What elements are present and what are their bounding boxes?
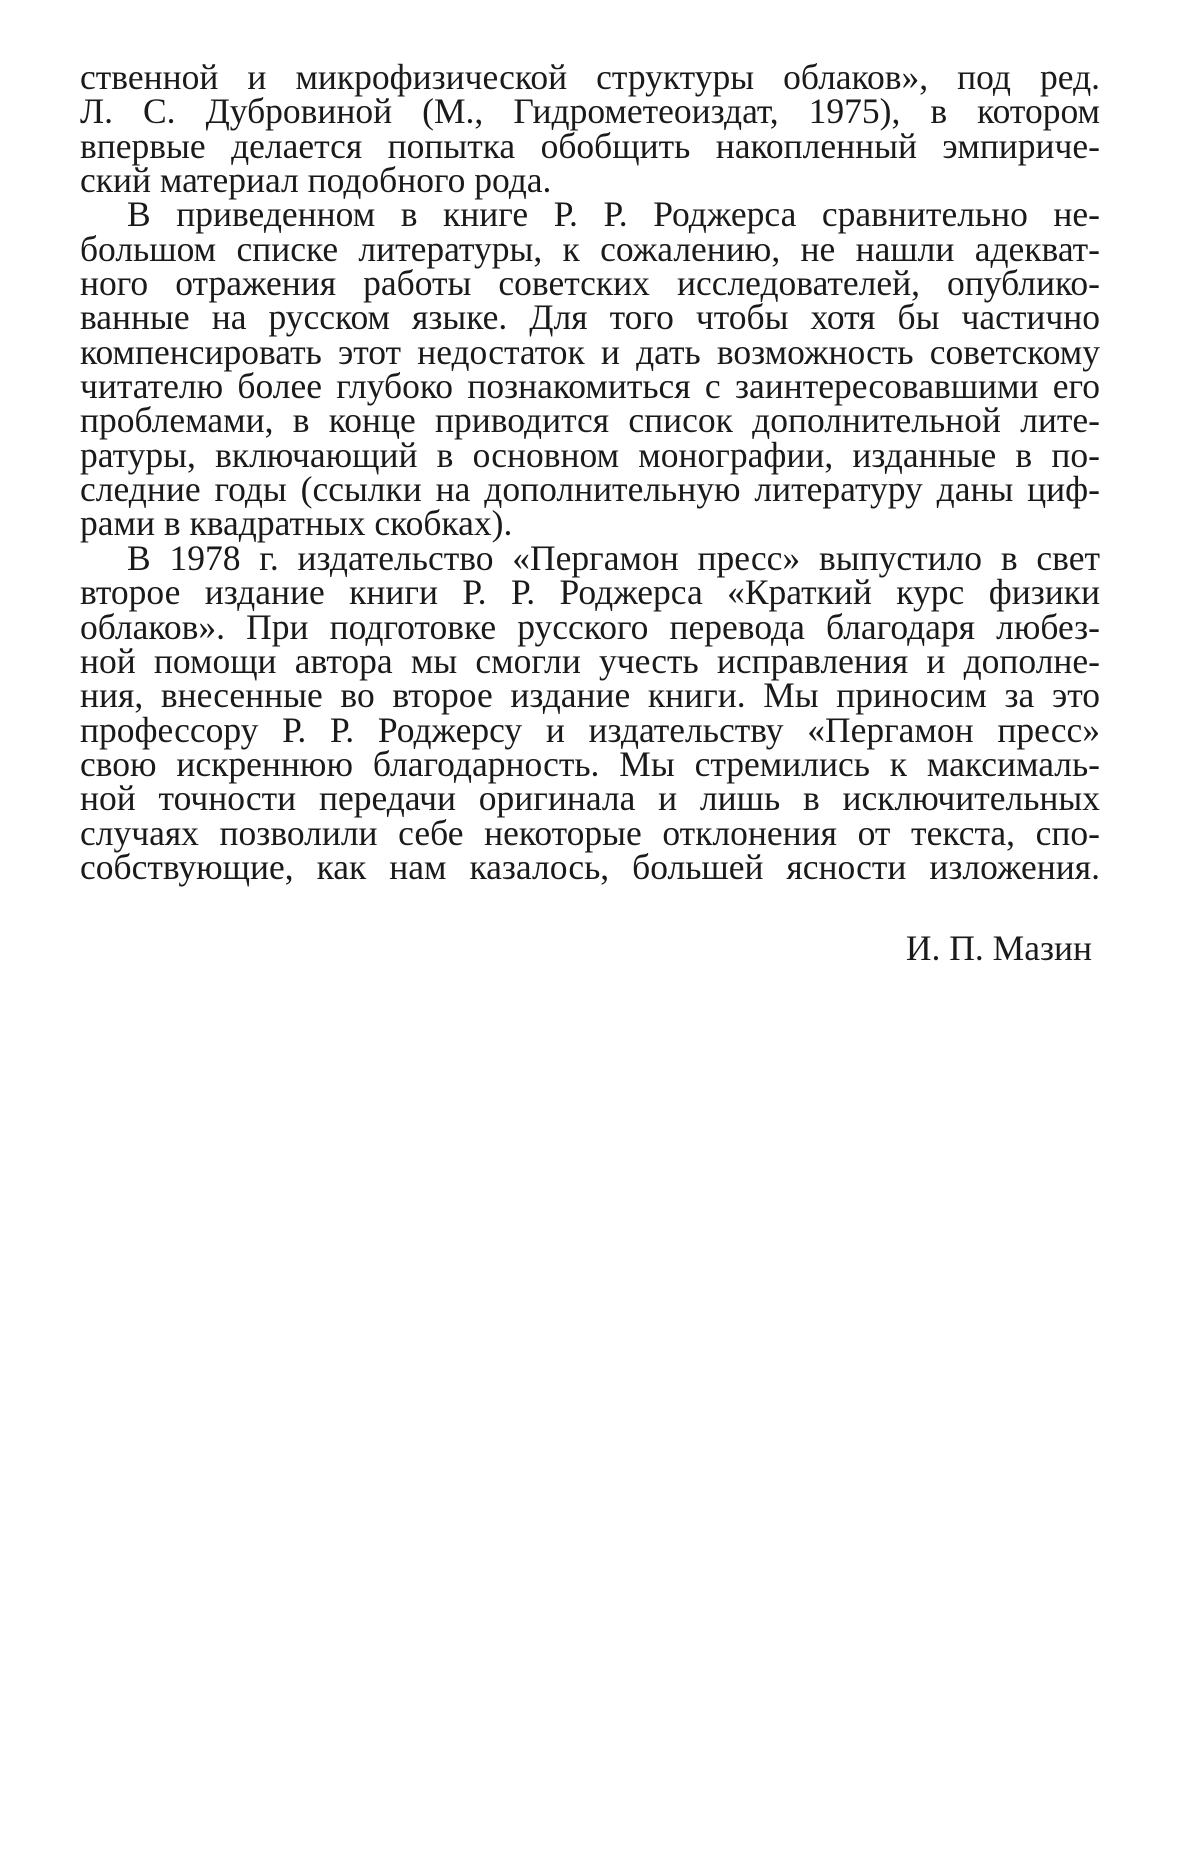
text-line: ной помощи автора мы смогли учесть исправления и дополне- <box>80 640 1100 681</box>
text-line: В приведенном в книге Р. Р. Роджерса сравнительно не- <box>127 194 1100 235</box>
text-line: облаков». При подготовке русского перевода благодаря любез- <box>80 606 1100 647</box>
text-line: впервые делается попытка обобщить накопленный эмпириче- <box>80 125 1100 166</box>
body-text <box>80 57 1100 887</box>
text-line: рами в квадратных скобках). <box>80 503 513 544</box>
paragraph-1 <box>80 57 1100 201</box>
text-line: ния, внесенные во второе издание книги. Мы приносим за это <box>80 675 1100 716</box>
text-line: второе издание книги Р. Р. Роджерса «Краткий курс физики <box>80 572 1100 613</box>
text-line: профессору Р. Р. Роджерсу и издательству «Пергамон пресс» <box>80 709 1100 750</box>
text-line: ратуры, включающий в основном монографии, изданные в по- <box>80 434 1100 475</box>
text-line: ванные на русском языке. Для того чтобы хотя бы частично <box>80 297 1100 338</box>
text-line: следние годы (ссылки на дополнительную литературу даны циф- <box>80 469 1100 510</box>
text-line: ной точности передачи оригинала и лишь в исключительных <box>80 778 1100 819</box>
paragraph-3 <box>80 537 1100 887</box>
text-line: Л. С. Дубровиной (М., Гидрометеоиздат, 1975), в котором <box>80 91 1100 132</box>
paragraph-2 <box>80 194 1100 544</box>
text-line: большом списке литературы, к сожалению, не нашли адекват- <box>80 228 1100 269</box>
text-line: проблемами, в конце приводится список дополнительной лите- <box>80 400 1100 441</box>
author-signature: И. П. Мазин <box>905 928 1092 968</box>
text-line: собствующие, как нам казалось, большей ясности изложения. <box>80 846 1100 887</box>
text-line: ного отражения работы советских исследователей, опублико- <box>80 263 1100 304</box>
text-line: компенсировать этот недостаток и дать возможность советскому <box>80 331 1100 372</box>
text-line: В 1978 г. издательство «Пергамон пресс» выпустило в свет <box>127 537 1100 578</box>
text-line: случаях позволили себе некоторые отклонения от текста, спо- <box>80 812 1100 853</box>
text-line: свою искреннюю благодарность. Мы стремились к максималь- <box>80 743 1100 784</box>
text-line: ский материал подобного рода. <box>80 160 552 201</box>
text-line: читателю более глубоко познакомиться с заинтересовавшими его <box>80 366 1100 407</box>
text-line: ственной и микрофизической структуры облаков», под ред. <box>80 57 1100 97</box>
